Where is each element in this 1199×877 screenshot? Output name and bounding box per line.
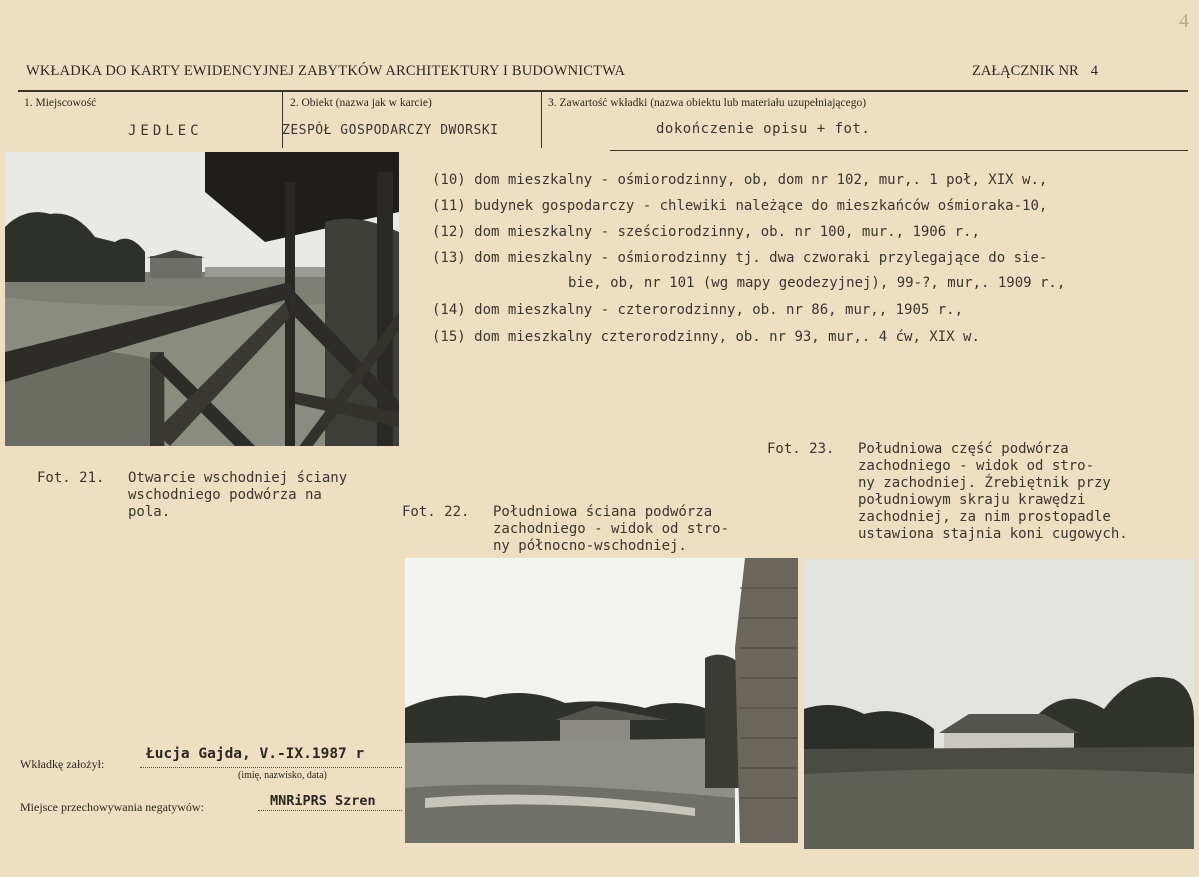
storage-line <box>258 810 402 811</box>
header-rule <box>18 90 1188 92</box>
author-hint: (imię, nazwisko, data) <box>238 770 327 781</box>
list-item: (12) dom mieszkalny - sześciorodzinny, ob. nr 100, mur., 1906 r., <box>432 224 980 240</box>
annex-label-text: ZAŁĄCZNIK NR <box>972 63 1079 79</box>
caption-fot-22-line: Południowa ściana podwórza <box>493 504 713 520</box>
photo-23-stable-field <box>804 559 1194 849</box>
object-value: ZESPÓŁ GOSPODARCZY DWORSKI <box>282 123 499 138</box>
caption-fot-22-number: Fot. 22. <box>402 504 470 520</box>
caption-fot-23-line: Południowa część podwórza <box>858 441 1069 457</box>
author-value: Łucja Gajda, V.-IX.1987 r <box>146 746 365 762</box>
caption-fot-22-line: zachodniego - widok od stro- <box>493 521 730 537</box>
photo-21-image <box>5 152 399 446</box>
caption-fot-21-line: pola. <box>128 504 171 520</box>
corner-page-mark: 4 <box>1179 10 1189 32</box>
annex-number: 4 <box>1090 63 1098 79</box>
field-divider-1 <box>282 92 283 148</box>
caption-fot-23-line: południowym skraju krawędzi <box>858 492 1086 508</box>
list-item-continuation: bie, ob, nr 101 (wg mapy geodezyjnej), 99-?, mur,. 1909 r., <box>568 275 1066 291</box>
list-item: (10) dom mieszkalny - ośmiorodzinny, ob, dom nr 102, mur,. 1 poł, XIX w., <box>432 172 1048 188</box>
caption-fot-23-line: zachodniego - widok od stro- <box>858 458 1095 474</box>
list-item: (11) budynek gospodarczy - chlewiki należące do mieszkańców ośmioraka-10, <box>432 198 1048 214</box>
caption-fot-21-number: Fot. 21. <box>37 470 105 486</box>
object-label: 2. Obiekt (nazwa jak w karcie) <box>290 97 432 109</box>
card-title: WKŁADKA DO KARTY EWIDENCYJNEJ ZABYTKÓW ARCHITEKTURY I BUDOWNICTWA <box>26 63 626 79</box>
caption-fot-21-line: Otwarcie wschodniej ściany <box>128 470 348 486</box>
fields-bottom-rule <box>610 150 1188 151</box>
caption-fot-23-line: ny zachodniej. Źrebiętnik przy <box>858 475 1111 491</box>
list-item: (14) dom mieszkalny - czterorodzinny, ob. nr 86, mur,, 1905 r., <box>432 302 964 318</box>
caption-fot-23-line: ustawiona stajnia koni cugowych. <box>858 526 1128 542</box>
annex-label <box>972 63 1098 80</box>
storage-value: MNRiPRS Szren <box>270 793 376 809</box>
author-label: Wkładkę założył: <box>20 757 105 771</box>
caption-fot-23-line: zachodniej, za nim prostopadle <box>858 509 1111 525</box>
field-divider-2 <box>541 92 542 148</box>
caption-fot-21-line: wschodniego podwórza na <box>128 487 322 503</box>
photo-22-image <box>405 558 798 843</box>
photo-22-courtyard-wall <box>405 558 798 843</box>
photo-23-image <box>804 559 1194 849</box>
author-line <box>140 767 402 768</box>
list-item: (15) dom mieszkalny czterorodzinny, ob. nr 93, mur,. 4 ćw, XIX w. <box>432 329 980 345</box>
locality-value: JEDLEC <box>128 123 203 139</box>
locality-label: 1. Miejscowość <box>24 97 97 109</box>
photo-21-veranda-fields <box>5 152 399 446</box>
caption-fot-23-number: Fot. 23. <box>767 441 835 457</box>
content-value: dokończenie opisu + fot. <box>656 121 871 137</box>
caption-fot-22-line: ny północno-wschodniej. <box>493 538 687 554</box>
list-item: (13) dom mieszkalny - ośmiorodzinny tj. dwa czworaki przylegające do sie- <box>432 250 1048 266</box>
content-label: 3. Zawartość wkładki (nazwa obiektu lub materiału uzupełniającego) <box>548 97 867 109</box>
storage-label: Miejsce przechowywania negatywów: <box>20 800 204 814</box>
